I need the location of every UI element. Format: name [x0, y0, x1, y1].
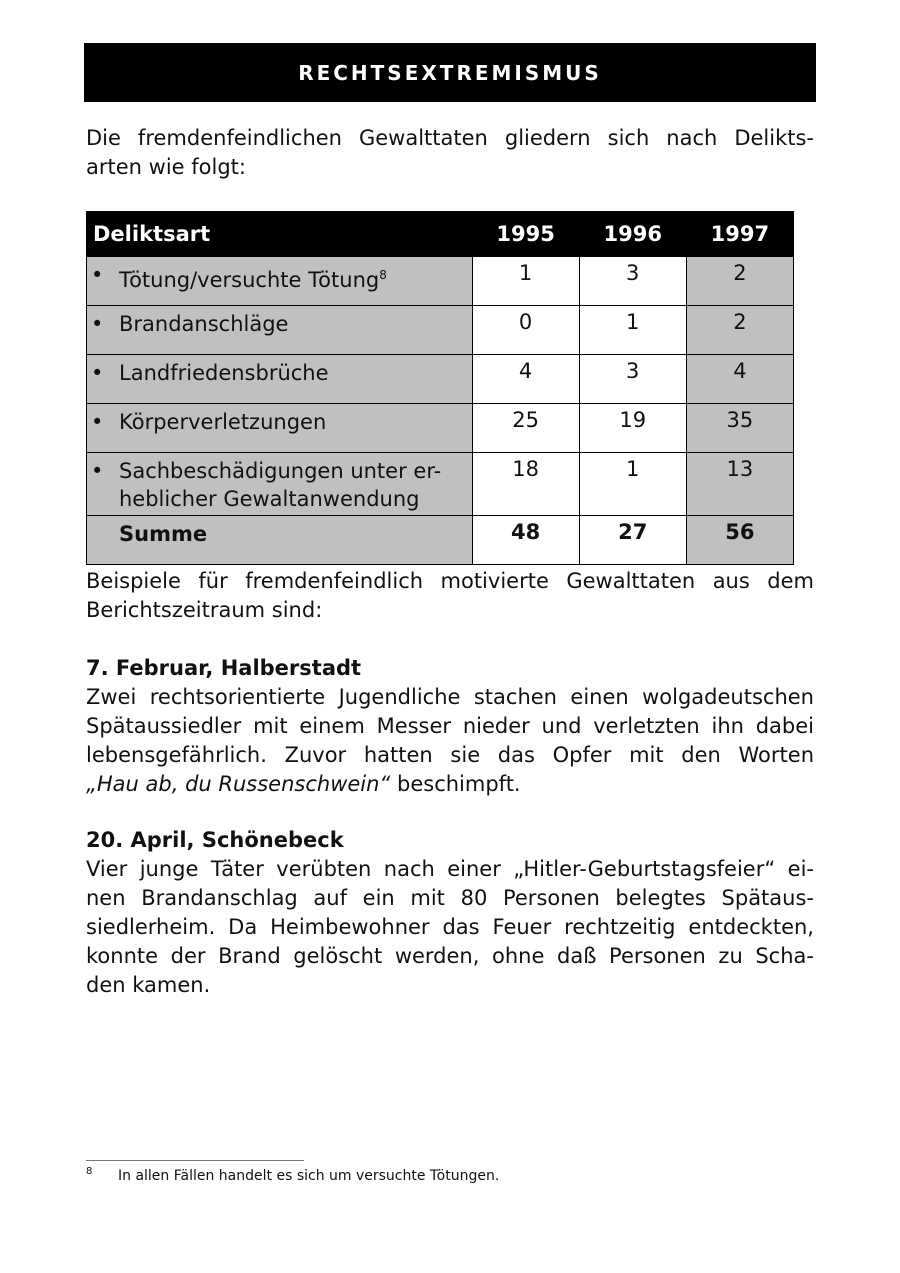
column-header: 1995 [472, 212, 579, 257]
sum-value: 27 [579, 516, 686, 565]
case-line: Spätaussiedler mit einem Messer nieder und verletzten ihn dabei [86, 714, 814, 738]
value-cell: 0 [472, 306, 579, 355]
value-cell: 13 [686, 453, 793, 516]
page-title: RECHTSEXTREMISMUS [298, 60, 602, 85]
row-label: Brandanschläge [119, 312, 289, 336]
case-line: lebensgefährlich. Zuvor hatten sie das Opfer mit den Worten [86, 743, 814, 767]
footnote-separator [86, 1160, 304, 1161]
value-cell: 4 [686, 355, 793, 404]
intro-line: Die fremdenfeindlichen Gewalttaten gliedern sich nach Delikts- [86, 126, 814, 150]
sum-label: Summe [119, 522, 208, 546]
table-row [87, 453, 794, 516]
value-cell: 3 [579, 257, 686, 306]
value-cell: 2 [686, 257, 793, 306]
footnote-text: In allen Fällen handelt es sich um versuchte Tötungen. [118, 1168, 500, 1184]
table-sum-row [87, 516, 794, 565]
examples-intro-line: Berichtszeitraum sind: [86, 598, 323, 622]
column-header: 1997 [686, 212, 793, 257]
intro-paragraph [86, 124, 814, 182]
row-label-cell [87, 453, 473, 516]
examples-intro-line: Beispiele für fremdenfeindlich motivierte Gewalttaten aus dem [86, 569, 814, 593]
case-line: Vier junge Täter verübten nach einer „Hitler-Geburtstagsfeier“ ei- [86, 857, 814, 881]
row-label-cell [87, 404, 473, 453]
table-header-row [87, 212, 794, 257]
table-row [87, 404, 794, 453]
quote-text: „Hau ab, du Russenschwein“ [86, 772, 391, 796]
bullet: • [91, 263, 104, 287]
row-label: Tötung/versuchte Tötung [119, 268, 380, 292]
sum-value: 48 [472, 516, 579, 565]
case-line: konnte der Brand gelöscht werden, ohne daß Personen zu Scha- [86, 944, 814, 968]
row-label-cell [87, 306, 473, 355]
case-line [86, 770, 814, 799]
value-cell: 19 [579, 404, 686, 453]
case-line-rest: beschimpft. [390, 772, 521, 796]
case-heading: 7. Februar, Halberstadt [86, 656, 362, 680]
row-label-cell [87, 257, 473, 306]
value-cell: 25 [472, 404, 579, 453]
case-line: Zwei rechtsorientierte Jugendliche stachen einen wolgadeutschen [86, 685, 814, 709]
value-cell: 1 [472, 257, 579, 306]
case-paragraph [86, 683, 814, 799]
row-label-cell [87, 516, 473, 565]
bullet: • [91, 312, 104, 336]
row-label: heblicher Gewaltanwendung [119, 487, 420, 511]
column-header: 1996 [579, 212, 686, 257]
row-label: Landfriedensbrüche [119, 361, 329, 385]
sum-value: 56 [686, 516, 793, 565]
footnote-ref: 8 [379, 268, 387, 282]
value-cell: 35 [686, 404, 793, 453]
intro-line: arten wie folgt: [86, 155, 246, 179]
case-line: den kamen. [86, 973, 211, 997]
table-row [87, 355, 794, 404]
bullet: • [91, 459, 104, 483]
row-label-cell [87, 355, 473, 404]
value-cell: 3 [579, 355, 686, 404]
column-header: Deliktsart [87, 212, 473, 257]
case-line: siedlerheim. Da Heimbewohner das Feuer rechtzeitig entdeckten, [86, 915, 814, 939]
table-row [87, 306, 794, 355]
bullet: • [91, 361, 104, 385]
footnote-mark: 8 [86, 1166, 93, 1177]
value-cell: 4 [472, 355, 579, 404]
offense-table [86, 211, 794, 565]
case-heading: 20. April, Schönebeck [86, 828, 344, 852]
value-cell: 18 [472, 453, 579, 516]
case-paragraph [86, 855, 814, 1000]
value-cell: 1 [579, 453, 686, 516]
row-label: Körperverletzungen [119, 410, 327, 434]
page-header [84, 43, 816, 102]
case-line: nen Brandanschlag auf ein mit 80 Personen belegtes Spätaus- [86, 886, 814, 910]
value-cell: 1 [579, 306, 686, 355]
value-cell: 2 [686, 306, 793, 355]
examples-intro-paragraph [86, 567, 814, 625]
table-row [87, 257, 794, 306]
row-label: Sachbeschädigungen unter er- [119, 459, 442, 483]
bullet: • [91, 410, 104, 434]
